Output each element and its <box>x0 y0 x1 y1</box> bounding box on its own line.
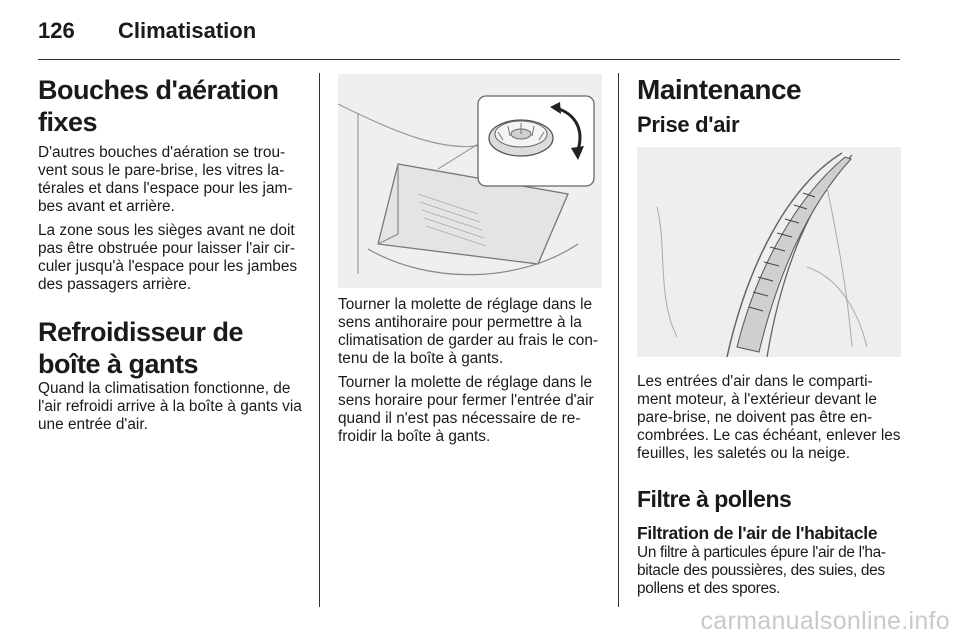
glovebox-knob-illustration <box>338 74 602 288</box>
column-divider-2 <box>618 73 619 607</box>
paragraph-cabin-filtration: Un filtre à particules épure l'air de l'ha-bitacle des poussières, des suies, des pollens et des spores. <box>637 544 886 597</box>
watermark: carmanualsonline.info <box>700 607 950 635</box>
column-2 <box>338 74 604 452</box>
page-header <box>38 18 922 48</box>
page-number: 126 <box>38 18 75 43</box>
heading-cabin-filtration: Filtration de l'air de l'habitacle <box>637 523 878 543</box>
heading-pollen-filter: Filtre à pollens <box>637 486 792 512</box>
paragraph-air-intake: Les entrées d'air dans le comparti-ment moteur, à l'extérieur devant le pare-brise, ne doivent pas être en-combrées. Le cas échéant, enlever les feuilles, les saletés ou la neige. <box>637 373 901 462</box>
column-divider-1 <box>319 73 320 607</box>
heading-maintenance: Maintenance <box>637 74 802 105</box>
chapter-title: Climatisation <box>118 18 257 43</box>
header-rule <box>38 59 900 60</box>
heading-glovebox-cooler: Refroidisseur de boîte à gants <box>38 317 244 379</box>
paragraph-vents-1: D'autres bouches d'aération se trou-vent sous le pare-brise, les vitres la-térales et dans l'espace pour les jam-bes avant et arrière. <box>38 144 293 215</box>
air-intake-illustration <box>637 147 901 357</box>
paragraph-knob-clockwise: Tourner la molette de réglage dans le sens horaire pour fermer l'entrée d'air quand il n'est pas nécessaire de re-froidir la boîte à gants. <box>338 374 594 445</box>
column-3 <box>637 74 903 604</box>
paragraph-vents-2: La zone sous les sièges avant ne doit pas être obstruée pour laisser l'air cir-culer jusqu'à l'espace pour les jambes des passagers arrière. <box>38 222 298 293</box>
heading-air-intake: Prise d'air <box>637 112 740 137</box>
column-1 <box>38 74 304 440</box>
paragraph-knob-counterclockwise: Tourner la molette de réglage dans le sens antihoraire pour permettre à la climatisation de garder au frais le con-tenu de la boîte à gants. <box>338 296 599 367</box>
heading-fixed-vents: Bouches d'aération fixes <box>38 75 279 137</box>
paragraph-cooler: Quand la climatisation fonctionne, de l'air refroidi arrive à la boîte à gants via une entrée d'air. <box>38 380 302 433</box>
